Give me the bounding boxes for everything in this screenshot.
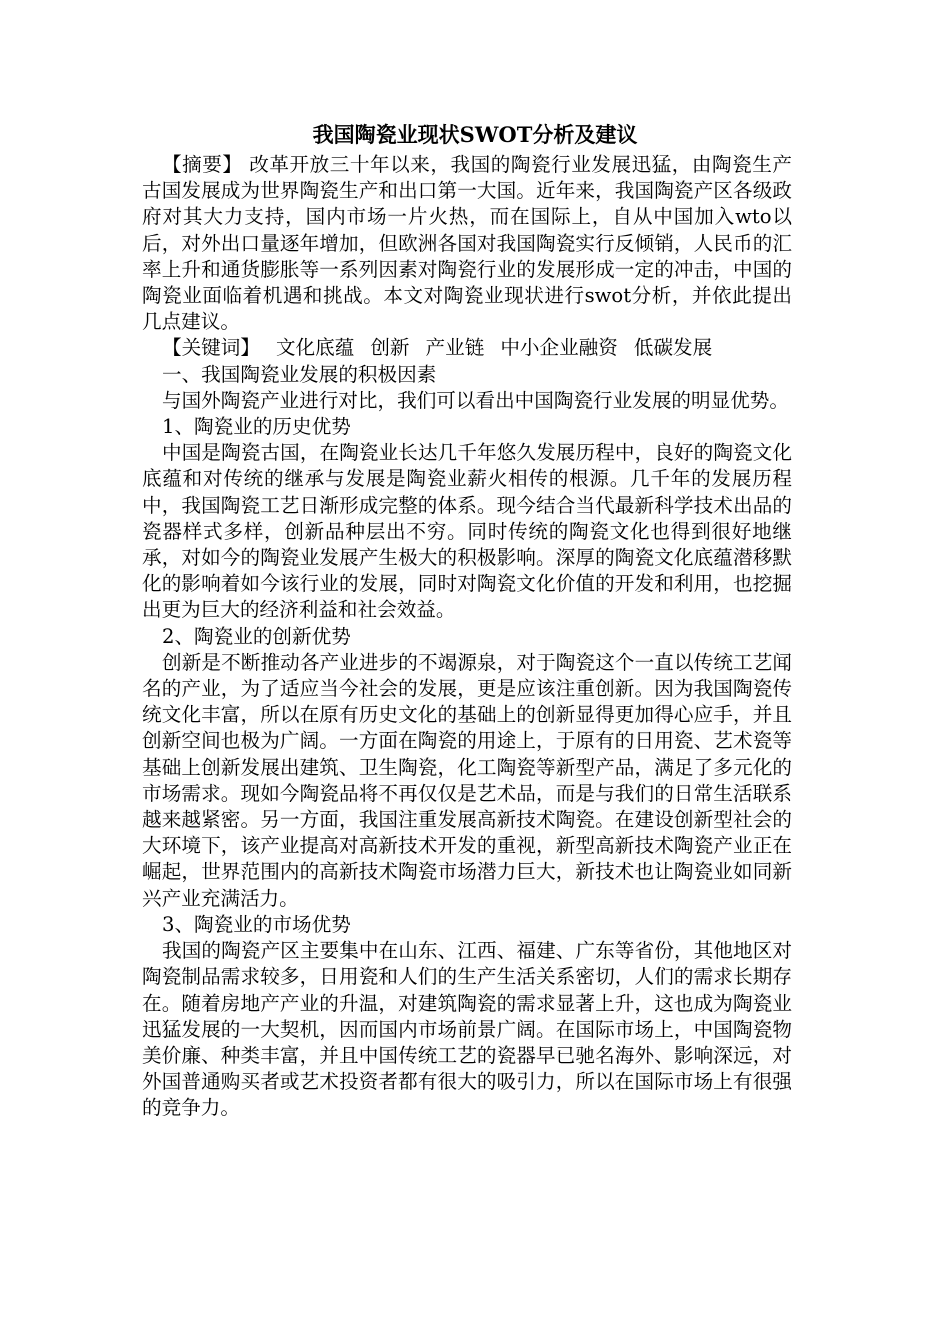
subsection-heading: 1、陶瓷业的历史优势 (162, 415, 351, 439)
section-intro-paragraph: 与国外陶瓷产业进行对比，我们可以看出中国陶瓷行业发展的明显优势。 (162, 388, 789, 412)
keyword-term: 文化底蕴 (275, 336, 355, 360)
section-heading: 一、我国陶瓷业发展的积极因素 (162, 362, 437, 386)
subsection-heading: 3、陶瓷业的市场优势 (162, 912, 351, 936)
document-body (142, 152, 792, 1122)
keywords-label: 【关键词】 (162, 336, 260, 360)
keyword-term: 中小企业融资 (500, 336, 618, 360)
body-paragraph: 我国的陶瓷产区主要集中在山东、江西、福建、广东等省份，其他地区对陶瓷制品需求较多，日用瓷和人们的生产生活关系密切，人们的需求长期存在。随着房地产产业的升温，对建筑陶瓷的需求显著上升，这也成为陶瓷业迅猛发展的一大契机，因而国内市场前景广阔。在国际市场上，中国陶瓷物美价廉、种类丰富，并且中国传统工艺的瓷器早已驰名海外、影响深远，对外国普通购买者或艺术投资者都有很大的吸引力，所以在国际市场上有很强的竞争力。 (142, 939, 792, 1120)
keyword-term: 创新 (370, 336, 410, 360)
abstract-label: 【摘要】 (162, 153, 243, 176)
keyword-term: 产业链 (425, 336, 485, 360)
subsection-heading: 2、陶瓷业的创新优势 (162, 624, 351, 648)
keyword-term: 低碳发展 (633, 336, 713, 360)
document-title: 我国陶瓷业现状SWOT分析及建议 (312, 122, 638, 147)
body-paragraph: 创新是不断推动各产业进步的不竭源泉，对于陶瓷这个一直以传统工艺闻名的产业，为了适应当今社会的发展，更是应该注重创新。因为我国陶瓷传统文化丰富，所以在原有历史文化的基础上的创新显得更加得心应手，并且创新空间也极为广阔。一方面在陶瓷的用途上，于原有的日用瓷、艺术瓷等基础上创新发展出建筑、卫生陶瓷，化工陶瓷等新型产品，满足了多元化的市场需求。现如今陶瓷品将不再仅仅是艺术品，而是与我们的日常生活联系越来越紧密。另一方面，我国注重发展高新技术陶瓷。在建设创新型社会的大环境下，该产业提高对高新技术开发的重视，新型高新技术陶瓷产业正在崛起，世界范围内的高新技术陶瓷市场潜力巨大，新技术也让陶瓷业如同新兴产业充满活力。 (142, 650, 792, 910)
keywords-paragraph (142, 335, 792, 361)
body-paragraph: 中国是陶瓷古国，在陶瓷业长达几千年悠久发展历程中，良好的陶瓷文化底蕴和对传统的继承与发展是陶瓷业薪火相传的根源。几千年的发展历程中，我国陶瓷工艺日渐形成完整的体系。现今结合当代最新科学技术出品的瓷器样式多样，创新品种层出不穷。同时传统的陶瓷文化也得到很好地继承，对如今的陶瓷业发展产生极大的积极影响。深厚的陶瓷文化底蕴潜移默化的影响着如今该行业的发展，同时对陶瓷文化价值的开发和利用，也挖掘出更为巨大的经济利益和社会效益。 (142, 441, 792, 622)
abstract-text: 改革开放三十年以来，我国的陶瓷行业发展迅猛，由陶瓷生产古国发展成为世界陶瓷生产和出口第一大国。近年来，我国陶瓷产区各级政府对其大力支持，国内市场一片火热，而在国际上，自从中国加入wto以后，对外出口量逐年增加，但欧洲各国对我国陶瓷实行反倾销，人民币的汇率上升和通货膨胀等一系列因素对陶瓷行业的发展形成一定的冲击，中国的陶瓷业面临着机遇和挑战。本文对陶瓷业现状进行swot分析，并依此提出几点建议。 (142, 153, 793, 334)
abstract-paragraph (142, 152, 792, 335)
